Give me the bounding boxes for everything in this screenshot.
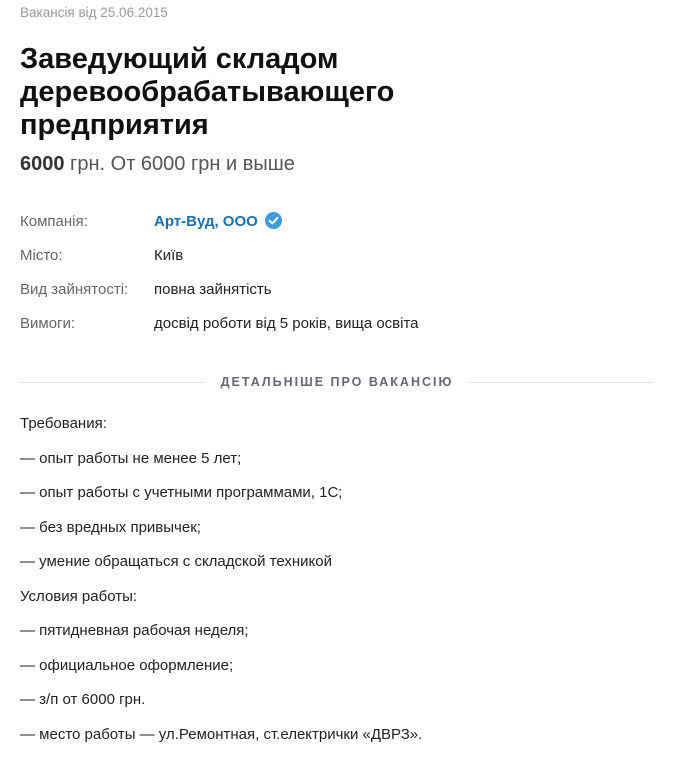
heading-divider-right: [469, 382, 654, 383]
description-line: — место работы — ул.Ремонтная, ст.електрички «ДВРЗ».: [20, 725, 423, 743]
salary-amount: 6000: [20, 153, 65, 175]
description-line: — пятидневная рабочая неделя;: [20, 622, 249, 639]
details-heading-label: ДЕТАЛЬНІШЕ ПРО ВАКАНСІЮ: [220, 375, 454, 389]
city-value: Київ: [154, 246, 184, 264]
employment-row: [20, 272, 654, 306]
description-line: — официальное оформление;: [20, 656, 234, 674]
company-value: [154, 212, 282, 230]
vacancy-title: Заведующий складом деревообрабатывающего предприятия: [20, 43, 395, 141]
description-line: — з/п от 6000 грн.: [20, 691, 146, 708]
requirements-value: досвід роботи від 5 років, вища освіта: [154, 314, 419, 332]
employment-label: Вид зайнятості:: [20, 280, 129, 298]
vacancy-properties: [20, 204, 654, 340]
details-section-heading: [20, 372, 654, 392]
company-link[interactable]: Арт-Вуд, ООО: [154, 213, 258, 230]
description-line: — без вредных привычек;: [20, 518, 201, 536]
description-line: Требования:: [20, 415, 107, 432]
salary-details: грн. От 6000 грн и выше: [64, 153, 295, 175]
description-line: — опыт работы с учетными программами, 1С;: [20, 484, 343, 501]
requirements-row: [20, 306, 654, 340]
description-line: — опыт работы не менее 5 лет;: [20, 449, 242, 467]
company-label: Компанія:: [20, 212, 88, 230]
employment-value: повна зайнятість: [154, 280, 272, 298]
heading-divider-left: [20, 382, 205, 383]
vacancy-date: Вакансія від 25.06.2015: [20, 5, 168, 20]
verified-check-icon: [265, 212, 282, 229]
vacancy-page: [20, 0, 654, 759]
description-line: — умение обращаться с складской техникой: [20, 553, 332, 570]
city-row: [20, 238, 654, 272]
vacancy-salary: [20, 152, 654, 176]
company-row: [20, 204, 654, 238]
requirements-label: Вимоги:: [20, 314, 76, 332]
vacancy-description: [20, 414, 654, 759]
description-line: Условия работы:: [20, 587, 138, 605]
city-label: Місто:: [20, 246, 63, 264]
